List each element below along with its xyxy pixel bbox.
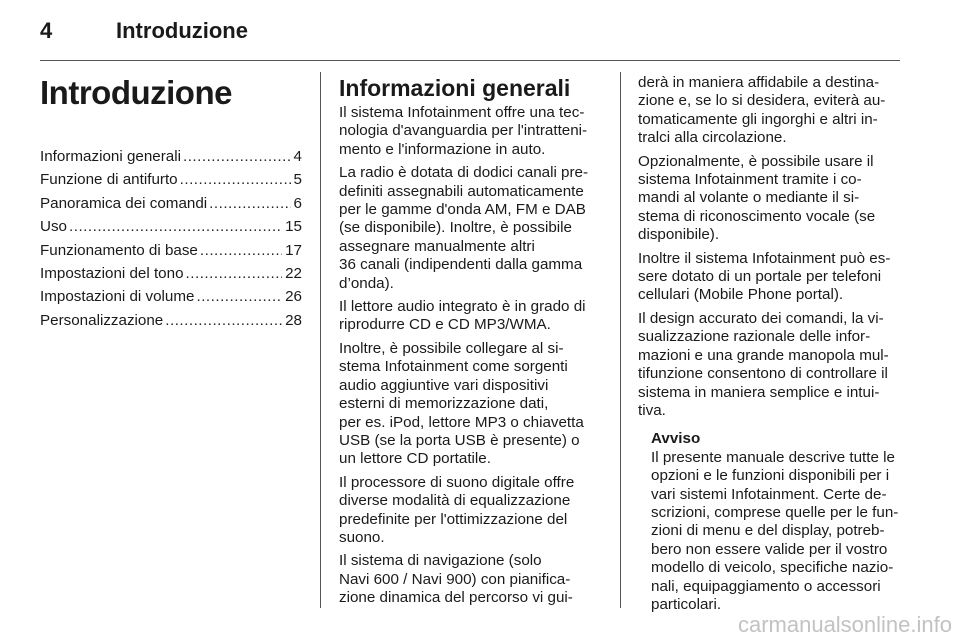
note-line: particolari.: [651, 595, 722, 613]
column-2: [339, 74, 605, 613]
column-3: [638, 74, 900, 614]
text-line: stema di riconoscimento vocale (se: [638, 207, 876, 225]
text-line: tomaticamente gli ingorghi e altri in-: [638, 110, 878, 128]
text-line: assegnare manualmente altri: [339, 237, 535, 255]
text-line: audio aggiuntive vari dispositivi: [339, 376, 549, 394]
text-line: Navi 600 / Navi 900) con pianifica-: [339, 570, 571, 588]
toc-label: Funzione di antifurto: [40, 171, 178, 189]
text-line: Il processore di suono digitale offre: [339, 473, 575, 491]
toc-leader-dots: [180, 171, 291, 189]
text-line: derà in maniera affidabile a destina-: [638, 74, 880, 91]
toc-entry[interactable]: [40, 171, 302, 194]
text-line: suono.: [339, 528, 385, 546]
text-line: 36 canali (indipendenti dalla gamma: [339, 256, 583, 274]
column-divider-1: [320, 72, 321, 608]
toc-page: 22: [285, 264, 302, 282]
toc-entry[interactable]: [40, 265, 302, 288]
text-line: cellulari (Mobile Phone portal).: [638, 286, 844, 304]
note-line: scrizioni, comprese quelle per le fun-: [651, 503, 899, 521]
text-line: esterni di memorizzazione dati,: [339, 395, 549, 413]
toc-leader-dots: [196, 288, 282, 306]
text-line: USB (se la porta USB è presente) o: [339, 431, 580, 449]
text-line: Opzionalmente, è possibile usare il: [638, 152, 874, 170]
toc-page: 26: [285, 288, 302, 306]
column-2-body: [339, 104, 605, 608]
section-title: Informazioni generali: [339, 75, 571, 101]
table-of-contents: [40, 148, 302, 335]
text-line: sistema Infotainment tramite i co-: [638, 171, 862, 189]
paragraph: [638, 74, 900, 148]
text-line: nologia d'avanguardia per l'intratteni-: [339, 122, 588, 140]
note-line: vari sistemi Infotainment. Certe de-: [651, 485, 887, 503]
toc-entry[interactable]: [40, 242, 302, 265]
header-rule: [40, 60, 900, 61]
text-line: Il sistema Infotainment offre una tec-: [339, 104, 585, 121]
paragraph: [339, 340, 605, 469]
note-line: Il presente manuale descrive tutte le: [651, 448, 895, 466]
text-line: Inoltre il sistema Infotainment può es-: [638, 249, 891, 267]
toc-entry[interactable]: [40, 218, 302, 241]
paragraph: [339, 552, 605, 607]
text-line: Il lettore audio integrato è in grado di: [339, 298, 586, 316]
text-line: Inoltre, è possibile collegare al si-: [339, 339, 564, 357]
paragraph: [339, 104, 605, 159]
text-line: un lettore CD portatile.: [339, 450, 491, 468]
note-box: [651, 430, 900, 614]
text-line: stema Infotainment come sorgenti: [339, 358, 568, 376]
toc-leader-dots: [186, 265, 283, 283]
paragraph: [638, 310, 900, 420]
toc-page: 4: [293, 148, 302, 165]
toc-entry[interactable]: [40, 312, 302, 335]
note-line: modello di veicolo, specifiche nazio-: [651, 559, 894, 577]
paragraph: [339, 164, 605, 293]
paragraph: [339, 298, 605, 335]
column-divider-2: [620, 72, 621, 608]
toc-leader-dots: [165, 312, 282, 330]
toc-page: 28: [285, 311, 302, 329]
toc-entry[interactable]: [40, 195, 302, 218]
toc-leader-dots: [200, 242, 282, 260]
text-line: disponibile).: [638, 226, 720, 244]
watermark-footer: carmanualsonline.info: [737, 612, 952, 637]
text-line: zione dinamica del percorso vi gui-: [339, 589, 573, 607]
running-title: Introduzione: [116, 18, 248, 43]
paragraph: [638, 153, 900, 245]
note-line: bero non essere valide per il vostro: [651, 540, 888, 558]
toc-leader-dots: [209, 195, 290, 213]
note-body: [651, 449, 900, 615]
toc-page: 5: [293, 171, 302, 189]
note-line: opzioni e le funzioni disponibili per i: [651, 467, 890, 485]
toc-entry[interactable]: [40, 148, 302, 171]
toc-label: Impostazioni di volume: [40, 288, 195, 306]
toc-label: Personalizzazione: [40, 311, 164, 329]
page-number: 4: [40, 18, 53, 43]
toc-label: Uso: [40, 218, 68, 236]
text-line: diverse modalità di equalizzazione: [339, 492, 571, 510]
note-line: zioni di menu e del display, potreb-: [651, 522, 885, 540]
text-line: riprodurre CD e CD MP3/WMA.: [339, 316, 551, 334]
text-line: d’onda).: [339, 274, 394, 292]
text-line: (se disponibile). Inoltre, è possibile: [339, 219, 572, 237]
text-line: tralci alla circolazione.: [638, 129, 787, 147]
toc-leader-dots: [69, 218, 282, 236]
column-3-body: [638, 74, 900, 420]
text-line: La radio è dotata di dodici canali pre-: [339, 164, 589, 182]
text-line: definiti assegnabili automaticamente: [339, 182, 584, 200]
text-line: sere dotato di un portale per telefoni: [638, 268, 882, 286]
text-line: Il design accurato dei comandi, la vi-: [638, 309, 884, 327]
note-line: nali, equipaggiamento o accessori: [651, 577, 881, 595]
text-line: sualizzazione razionale delle infor-: [638, 328, 871, 346]
text-line: Il sistema di navigazione (solo: [339, 552, 542, 570]
toc-label: Impostazioni del tono: [40, 264, 184, 282]
toc-label: Informazioni generali: [40, 148, 181, 165]
note-title: Avviso: [651, 430, 701, 448]
text-line: tifunzione consentono di controllare il: [638, 365, 888, 383]
toc-leader-dots: [183, 148, 291, 166]
paragraph: [638, 250, 900, 305]
text-line: per es. iPod, lettore MP3 o chiavetta: [339, 413, 584, 431]
text-line: sistema in maniera semplice e intui-: [638, 383, 880, 401]
text-line: mazioni e una grande manopola mul-: [638, 346, 889, 364]
text-line: mento e l'informazione in auto.: [339, 140, 546, 158]
text-line: tiva.: [638, 401, 666, 419]
toc-label: Funzionamento di base: [40, 241, 198, 259]
toc-page: 6: [293, 194, 302, 212]
column-1: [40, 74, 302, 335]
text-line: mandi al volante o mediante il si-: [638, 189, 860, 207]
text-line: predefinite per l'ottimizzazione del: [339, 510, 568, 528]
toc-entry[interactable]: [40, 288, 302, 311]
toc-page: 15: [285, 218, 302, 236]
paragraph: [339, 474, 605, 548]
toc-label: Panoramica dei comandi: [40, 194, 208, 212]
toc-page: 17: [285, 241, 302, 259]
chapter-title: Introduzione: [40, 74, 232, 111]
text-line: per le gamme d'onda AM, FM e DAB: [339, 201, 586, 219]
text-line: zione e, se lo si desidera, eviterà au-: [638, 92, 886, 110]
